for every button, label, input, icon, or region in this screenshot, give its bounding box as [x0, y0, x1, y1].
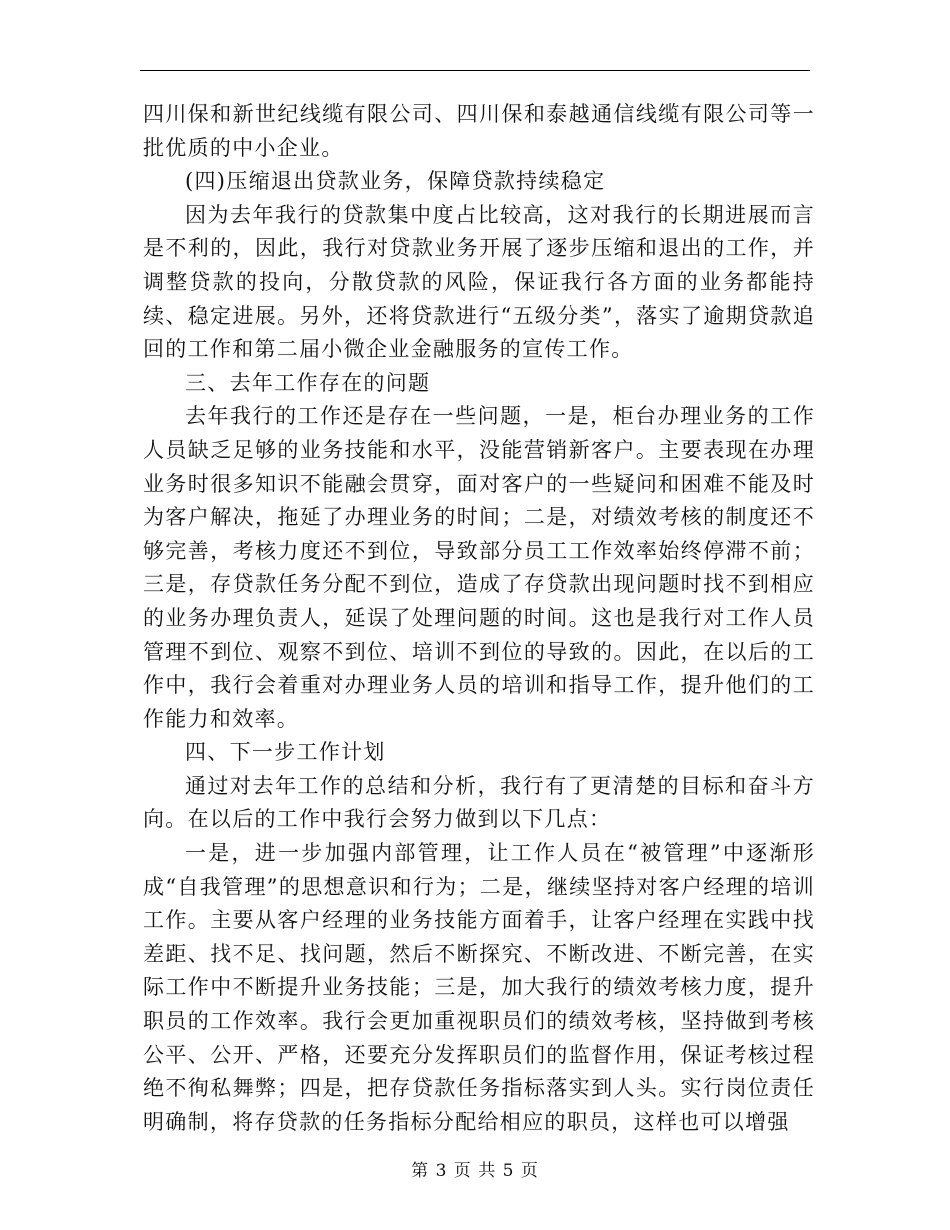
section-heading-problems: 三、去年工作存在的问题 — [185, 370, 431, 395]
paragraph-problems: 去年我行的工作还是存在一些问题，一是，柜台办理业务的工作人员缺乏足够的业务技能和水平，没能营销新客户。主要表现在办理业务时很多知识不能融会贯穿，面对客户的一些疑问和困难不能及时为客户解决，拖延了办理业务的时间；二是，对绩效考核的制度还不够完善，考核力度还不到位，导致部分员工工作效率始终停滞不前；三是，存贷款任务分配不到位，造成了存贷款出现问题时找不到相应的业务办理负责人，延误了处理问题的时间。这也是我行对工作人员管理不到位、观察不到位、培训不到位的导致的。因此，在以后的工作中，我行会着重对办理业务人员的培训和指导工作，提升他们的工作能力和效率。 — [143, 404, 815, 731]
section-heading-next-plan: 四、下一步工作计划 — [185, 740, 386, 765]
header-rule — [140, 70, 810, 71]
document-body — [143, 98, 815, 1139]
paragraph-plan-intro: 通过对去年工作的总结和分析，我行有了更清楚的目标和奋斗方向。在以后的工作中我行会努力做到以下几点： — [143, 773, 815, 832]
paragraph-plan-points: 一是，进一步加强内部管理，让工作人员在“被管理”中逐渐形成“自我管理”的思想意识和行为；二是，继续坚持对客户经理的培训工作。主要从客户经理的业务技能方面着手，让客户经理在实践中找差距、找不足、找问题，然后不断探究、不断改进、不断完善，在实际工作中不断提升业务技能；三是，加大我行的绩效考核力度，提升职员的工作效率。我行会更加重视职员们的绩效考核，坚持做到考核公平、公开、严格，还要充分发挥职员们的监督作用，保证考核过程绝不徇私舞弊；四是，把存贷款任务指标落实到人头。实行岗位责任明确制，将存贷款的任务指标分配给相应的职员，这样也可以增强 — [143, 841, 815, 1134]
paragraph-loan-compression: 因为去年我行的贷款集中度占比较高，这对我行的长期进展而言是不利的，因此，我行对贷款业务开展了逐步压缩和退出的工作，并调整贷款的投向，分散贷款的风险，保证我行各方面的业务都能持续、稳定进展。另外，还将贷款进行“五级分类”，落实了逾期贷款追回的工作和第二届小微企业金融服务的宣传工作。 — [143, 202, 815, 362]
page-number-footer: 第 3 页 共 5 页 — [411, 1161, 539, 1181]
paragraph-continuation: 四川保和新世纪线缆有限公司、四川保和泰越通信线缆有限公司等一批优质的中小企业。 — [143, 102, 815, 160]
section-heading-four: (四)压缩退出贷款业务，保障贷款持续稳定 — [185, 169, 606, 194]
